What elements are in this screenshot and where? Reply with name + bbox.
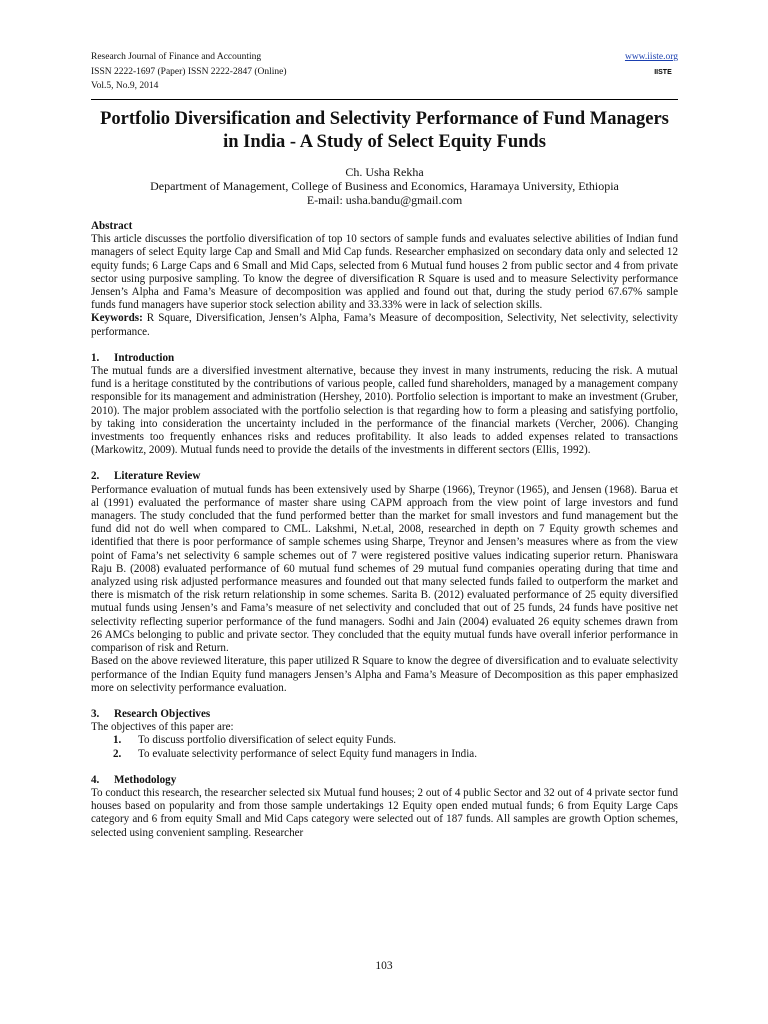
journal-url-link[interactable]: www.iiste.org	[624, 52, 678, 62]
introduction-text: The mutual funds are a diversified investment alternative, because they invest in many instruments, reducing the risk. A mutual fund is a heritage constituted by the contributions of various people, called fund shareholders, managed by a management company responsible for its management and administration (Hershey, 2010). Portfolio selection is important to make an investment (Gruber, 2010). The major problem associated with the portfolio selection is that regarding how to form a pleasing and satisfying portfolio, by taking into consideration the uncertainty included in the performance of the financial markets (Vercher, 2006). Changing investments too frequently enhances risks and reduces profitability. It also leads to added expenses related to transactions (Markowitz, 2009). Mutual funds need to provide the details of the investments in different sectors (Ellis, 1992).	[91, 365, 678, 457]
abstract-heading: Abstract	[91, 220, 133, 232]
author-block	[91, 165, 678, 207]
iiste-logo: IISTE	[654, 69, 672, 76]
objectives-intro: The objectives of this paper are:	[91, 721, 234, 734]
list-item	[91, 748, 678, 761]
author-name: Ch. Usha Rekha	[345, 165, 424, 179]
objectives-list	[91, 734, 678, 760]
journal-name: Research Journal of Finance and Accounting	[91, 52, 262, 62]
journal-issn: ISSN 2222-1697 (Paper) ISSN 2222-2847 (Online)	[91, 66, 287, 77]
list-item-text: To evaluate selectivity performance of select Equity fund managers in India.	[138, 747, 477, 760]
keywords-label: Keywords:	[91, 312, 143, 325]
section-number: 2.	[91, 470, 100, 483]
section-heading-literature-review	[91, 470, 678, 483]
section-heading-methodology	[91, 774, 678, 787]
section-title: Methodology	[114, 773, 177, 786]
literature-review-summary: Based on the above reviewed literature, this paper utilized R Square to know the degree of diversification and to evaluate selectivity performance of the Indian Equity fund managers Jensen’s Alpha and Fama’s Measure of Decomposition as this paper emphasized more on selectivity performance evaluation.	[91, 655, 678, 694]
list-item-text: To discuss portfolio diversification of select equity Funds.	[138, 734, 397, 747]
keywords-text: R Square, Diversification, Jensen’s Alpha, Fama’s Measure of decomposition, Selectivity, Net selectivity, selectivity performance.	[91, 312, 678, 338]
list-item-number: 1.	[113, 734, 122, 747]
section-number: 1.	[91, 351, 100, 364]
author-email: E-mail: usha.bandu@gmail.com	[306, 193, 463, 207]
section-heading-research-objectives	[91, 708, 678, 721]
page-number: 103	[375, 960, 393, 972]
section-number: 3.	[91, 707, 100, 720]
section-number: 4.	[91, 773, 100, 786]
journal-volume: Vol.5, No.9, 2014	[91, 81, 159, 91]
author-affiliation: Department of Management, College of Business and Economics, Haramaya University, Ethiopia	[150, 179, 619, 193]
section-title: Introduction	[114, 351, 175, 364]
journal-header	[91, 50, 678, 94]
section-title: Research Objectives	[114, 707, 211, 720]
section-heading-introduction	[91, 352, 678, 365]
header-divider	[91, 99, 678, 100]
list-item-number: 2.	[113, 747, 122, 760]
list-item	[91, 734, 678, 747]
paper-title: Portfolio Diversification and Selectivity Performance of Fund Managers in India - A Study of Select Equity Funds	[100, 109, 669, 152]
abstract-text: This article discusses the portfolio diversification of top 10 sectors of sample funds and evaluates selective abilities of Indian fund managers of select Equity large Cap and Small and Mid Cap funds. Researcher emphasized on secondary data only and selected 12 equity funds; 6 Large Caps and 6 Small and Mid Caps, selected from 6 Mutual fund houses 2 from public sector and 4 from private sector using purposive sampling. To know the degree of diversification R Square is used and to measure Selectivity performance Jensen’s Alpha and Fama’s Measure of decomposition was applied and found out that, during the study period 67.67% sample funds fund managers have superior stock selection ability and 33.33% were in lack of selection skills.	[91, 233, 678, 312]
keywords-line	[91, 312, 678, 338]
methodology-text: To conduct this research, the researcher selected six Mutual fund houses; 2 out of 4 public Sector and 32 out of 4 private sector fund houses based on popularity and from those sample undertakings 12 Equity open ended mutual funds; 6 from Equity Large Caps category and 6 from equity Small and Mid Caps category were selected out of 187 funds. All samples are growth Option schemes, selected using convenient sampling. Researcher	[91, 786, 678, 839]
section-title: Literature Review	[114, 470, 201, 483]
paper-body	[91, 220, 678, 840]
literature-review-text: Performance evaluation of mutual funds has been extensively used by Sharpe (1966), Treynor (1965), and Jensen (1968). Barua et al (1991) evaluated the performance of master share using CAPM approach from the view point of large investors and fund managers. The study concluded that the fund performed better than the market for small investors and fund management but the fund did not do well when compared to CML. Lakshmi, N.et.al, 2008, researched in depth on 7 Equity growth schemes and identified that there is poor performance of sample schemes using Sharpe, Treynor and Jensen’s measures where as from the view point of Fama’s net selectivity 6 sample schemes out of 7 were registered positive values indicating superior return. Phaniswara Raju B. (2008) evaluated performance of 60 mutual fund schemes of 29 mutual fund companies operating during that time and analyzed using risk adjusted performance measures and founded out that many selected funds failed to outperform the market and there is mismatch of the risk return relationship in some schemes. Sarita B. (2012) evaluated performance of 25 equity diversified mutual funds using Jensen’s and Fama’s measure of net selectivity and concluded that out of 25 funds, 24 funds have positive net selectivity reflecting superior performance of the fund managers. Sodhi and Jain (2004) evaluated 26 equity schemes drawn from 26 AMCs belonging to public and private sector. They concluded that the equity mutual funds have overall inferior performance in comparison of risk and Return.	[91, 483, 678, 655]
